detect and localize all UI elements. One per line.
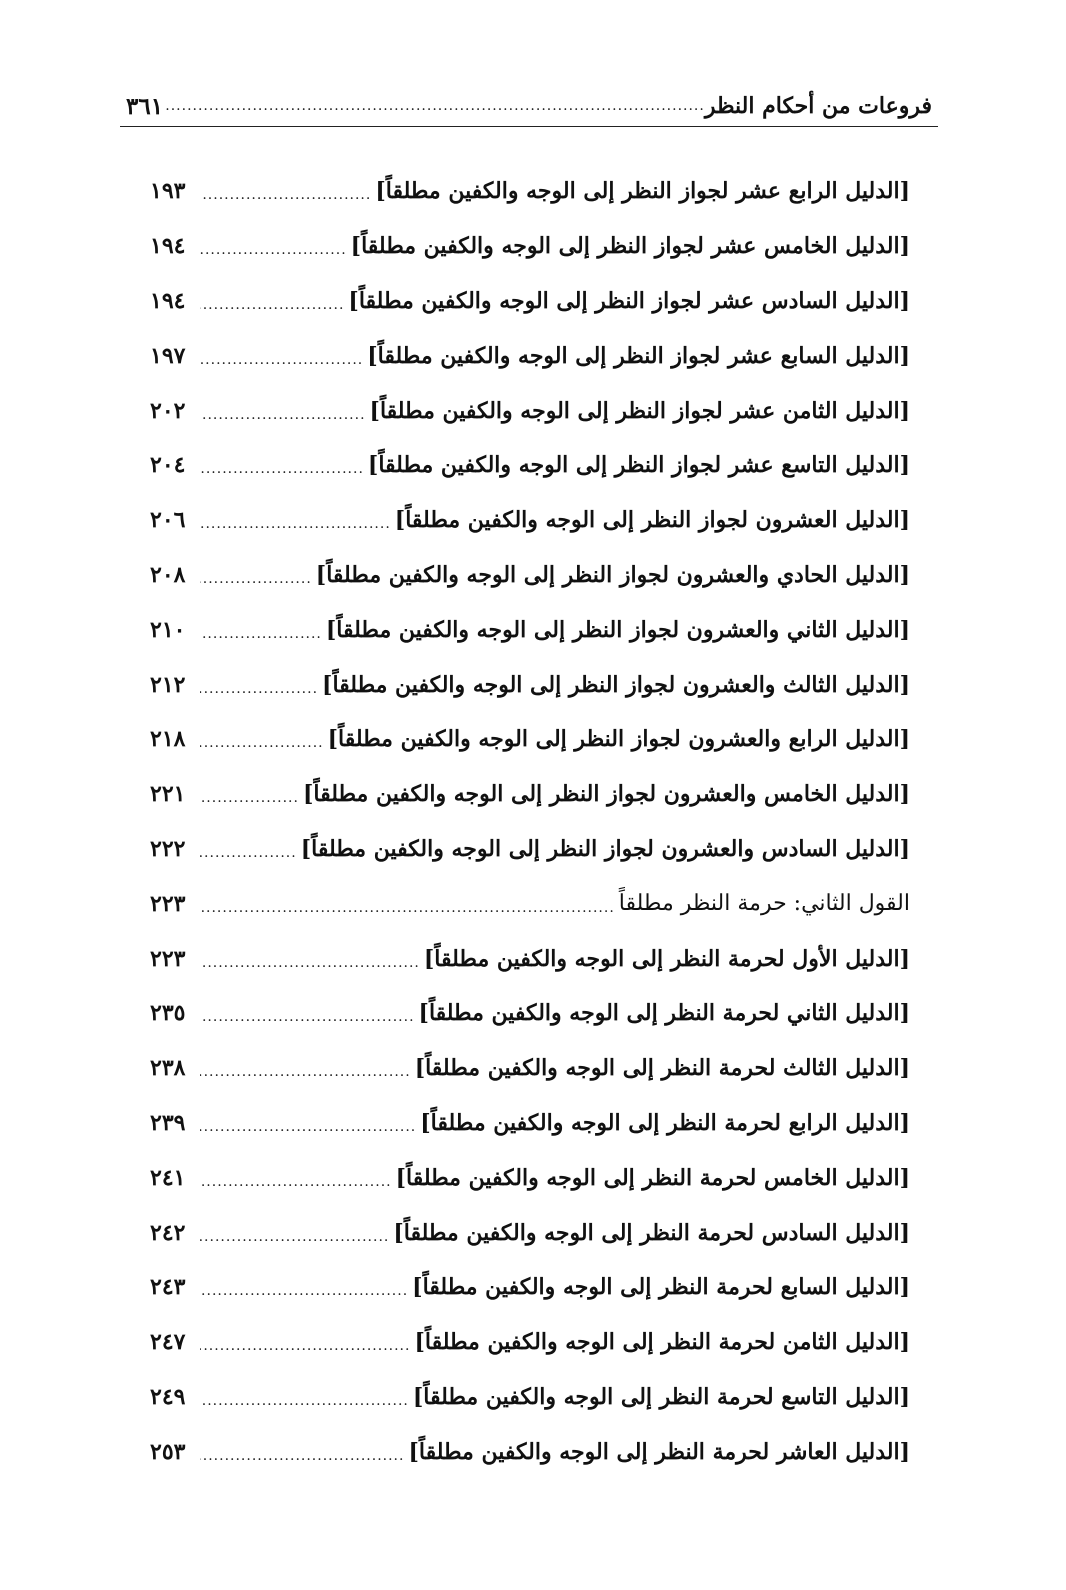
running-header-leader [163, 98, 705, 114]
dot-leader [200, 947, 420, 971]
toc-entry-page: ٢٢٢ [150, 835, 186, 862]
toc-entry-label: [الدليل العشرون لجواز النظر إلى الوجه والكفين مطلقاً] [394, 507, 910, 534]
dot-leader [200, 1111, 416, 1135]
toc-entry-label: [الدليل الثاني لحرمة النظر إلى الوجه والكفين مطلقاً] [418, 1000, 910, 1027]
toc-entry-label: [الدليل العاشر لحرمة النظر إلى الوجه والكفين مطلقاً] [408, 1438, 910, 1465]
toc-entry-page: ٢٥٣ [150, 1438, 186, 1465]
dot-leader [200, 673, 318, 697]
dot-leader [200, 1166, 392, 1190]
toc-entry [150, 657, 910, 712]
dot-leader [200, 1385, 409, 1409]
toc-entry-label: [الدليل السادس لحرمة النظر إلى الوجه والكفين مطلقاً] [393, 1219, 910, 1246]
dot-leader [200, 1275, 408, 1299]
toc-entry-label: [الدليل السابع لحرمة النظر إلى الوجه والكفين مطلقاً] [412, 1274, 910, 1301]
toc-entry-page: ٢٤٣ [150, 1274, 186, 1301]
toc-entry-label: [الدليل الأول لحرمة النظر إلى الوجه والكفين مطلقاً] [423, 945, 910, 972]
toc-entry-label: [الدليل السابع عشر لجواز النظر إلى الوجه والكفين مطلقاً] [367, 342, 910, 369]
toc-entry [150, 1260, 910, 1315]
toc-entry-page: ٢٣٩ [150, 1109, 186, 1136]
toc-entry-label: [الدليل الثامن عشر لجواز النظر إلى الوجه والكفين مطلقاً] [369, 397, 910, 424]
dot-leader [200, 508, 391, 532]
toc-entry-page: ٢٣٥ [150, 1000, 186, 1027]
toc-entry [150, 602, 910, 657]
toc-entry-label: [الدليل الثامن لحرمة النظر إلى الوجه والكفين مطلقاً] [414, 1329, 910, 1356]
toc-entry [150, 548, 910, 603]
toc-entry [150, 1096, 910, 1151]
toc-entry [150, 1150, 910, 1205]
dot-leader [200, 1330, 410, 1354]
toc-entry-page: ١٩٧ [150, 342, 186, 369]
dot-leader [200, 782, 299, 806]
toc-entry-page: ٢٢١ [150, 781, 186, 808]
dot-leader [200, 1056, 411, 1080]
toc-entry-page: ٢٠٨ [150, 561, 186, 588]
toc-entry-label: [الدليل الحادي والعشرون لجواز النظر إلى الوجه والكفين مطلقاً] [315, 561, 910, 588]
toc-entry-label: [الدليل الخامس والعشرون لجواز النظر إلى الوجه والكفين مطلقاً] [302, 781, 910, 808]
toc-entry [150, 1370, 910, 1425]
toc-entry-page: ١٩٣ [150, 178, 186, 205]
dot-leader [200, 837, 297, 861]
toc-entry [150, 438, 910, 493]
toc-entry [150, 822, 910, 877]
toc-entry [150, 767, 910, 822]
toc-entry-page: ٢٠٤ [150, 452, 186, 479]
toc-entry [150, 986, 910, 1041]
toc-entry [150, 1041, 910, 1096]
toc-entry [150, 1424, 910, 1479]
toc-entry-page: ٢١٢ [150, 671, 186, 698]
toc-entry [150, 274, 910, 329]
toc-entry-label: [الدليل الرابع والعشرون لجواز النظر إلى الوجه والكفين مطلقاً] [327, 726, 910, 753]
toc-entry-label: القول الثاني: حرمة النظر مطلقاً [618, 891, 910, 917]
toc-entry-page: ٢٤٩ [150, 1383, 186, 1410]
dot-leader [200, 727, 324, 751]
toc-entry [150, 219, 910, 274]
dot-leader [200, 892, 615, 916]
running-header-title: فروعات من أحكام النظر [704, 93, 932, 119]
dot-leader [200, 618, 322, 642]
toc-entry-page: ٢١٨ [150, 726, 186, 753]
toc-entry-label: [الدليل الثالث والعشرون لجواز النظر إلى الوجه والكفين مطلقاً] [322, 671, 910, 698]
toc-entry-page: ٢٢٣ [150, 945, 186, 972]
toc-entry-page: ٢٤٧ [150, 1329, 186, 1356]
table-of-contents [150, 164, 910, 1479]
toc-entry [150, 493, 910, 548]
dot-leader [200, 179, 371, 203]
dot-leader [200, 1221, 389, 1245]
toc-entry-label: [الدليل التاسع عشر لجواز النظر إلى الوجه والكفين مطلقاً] [367, 452, 910, 479]
toc-entry [150, 1315, 910, 1370]
toc-entry [150, 876, 910, 931]
toc-entry-label: [الدليل السادس عشر لجواز النظر إلى الوجه والكفين مطلقاً] [348, 287, 910, 314]
running-header [120, 86, 938, 127]
toc-entry-label: [الدليل الثالث لحرمة النظر إلى الوجه والكفين مطلقاً] [414, 1055, 910, 1082]
toc-entry-page: ٢٢٣ [150, 890, 186, 917]
toc-entry-label: [الدليل التاسع لحرمة النظر إلى الوجه والكفين مطلقاً] [412, 1383, 910, 1410]
toc-entry [150, 328, 910, 383]
toc-entry [150, 164, 910, 219]
toc-entry-label: [الدليل الرابع لحرمة النظر إلى الوجه والكفين مطلقاً] [420, 1109, 910, 1136]
dot-leader [200, 289, 344, 313]
dot-leader [200, 344, 363, 368]
dot-leader [200, 453, 364, 477]
toc-entry-page: ٢٤١ [150, 1164, 186, 1191]
toc-entry-page: ١٩٤ [150, 233, 186, 260]
toc-entry [150, 712, 910, 767]
toc-entry [150, 383, 910, 438]
toc-entry-page: ٢٣٨ [150, 1055, 186, 1082]
dot-leader [200, 563, 312, 587]
page-number: ٣٦١ [126, 92, 164, 120]
toc-entry-label: [الدليل الخامس عشر لجواز النظر إلى الوجه والكفين مطلقاً] [350, 233, 910, 260]
toc-entry [150, 1205, 910, 1260]
toc-entry-page: ١٩٤ [150, 287, 186, 314]
toc-entry [150, 931, 910, 986]
toc-entry-page: ٢٠٦ [150, 507, 186, 534]
toc-entry-label: [الدليل الثاني والعشرون لجواز النظر إلى الوجه والكفين مطلقاً] [325, 616, 910, 643]
dot-leader [200, 399, 366, 423]
dot-leader [200, 234, 347, 258]
toc-entry-page: ٢١٠ [150, 616, 186, 643]
toc-entry-label: [الدليل الرابع عشر لجواز النظر إلى الوجه والكفين مطلقاً] [375, 178, 910, 205]
toc-entry-page: ٢٠٢ [150, 397, 186, 424]
toc-entry-page: ٢٤٢ [150, 1219, 186, 1246]
dot-leader [200, 1001, 415, 1025]
toc-entry-label: [الدليل السادس والعشرون لجواز النظر إلى الوجه والكفين مطلقاً] [300, 835, 910, 862]
toc-entry-label: [الدليل الخامس لحرمة النظر إلى الوجه والكفين مطلقاً] [395, 1164, 910, 1191]
dot-leader [200, 1440, 404, 1464]
